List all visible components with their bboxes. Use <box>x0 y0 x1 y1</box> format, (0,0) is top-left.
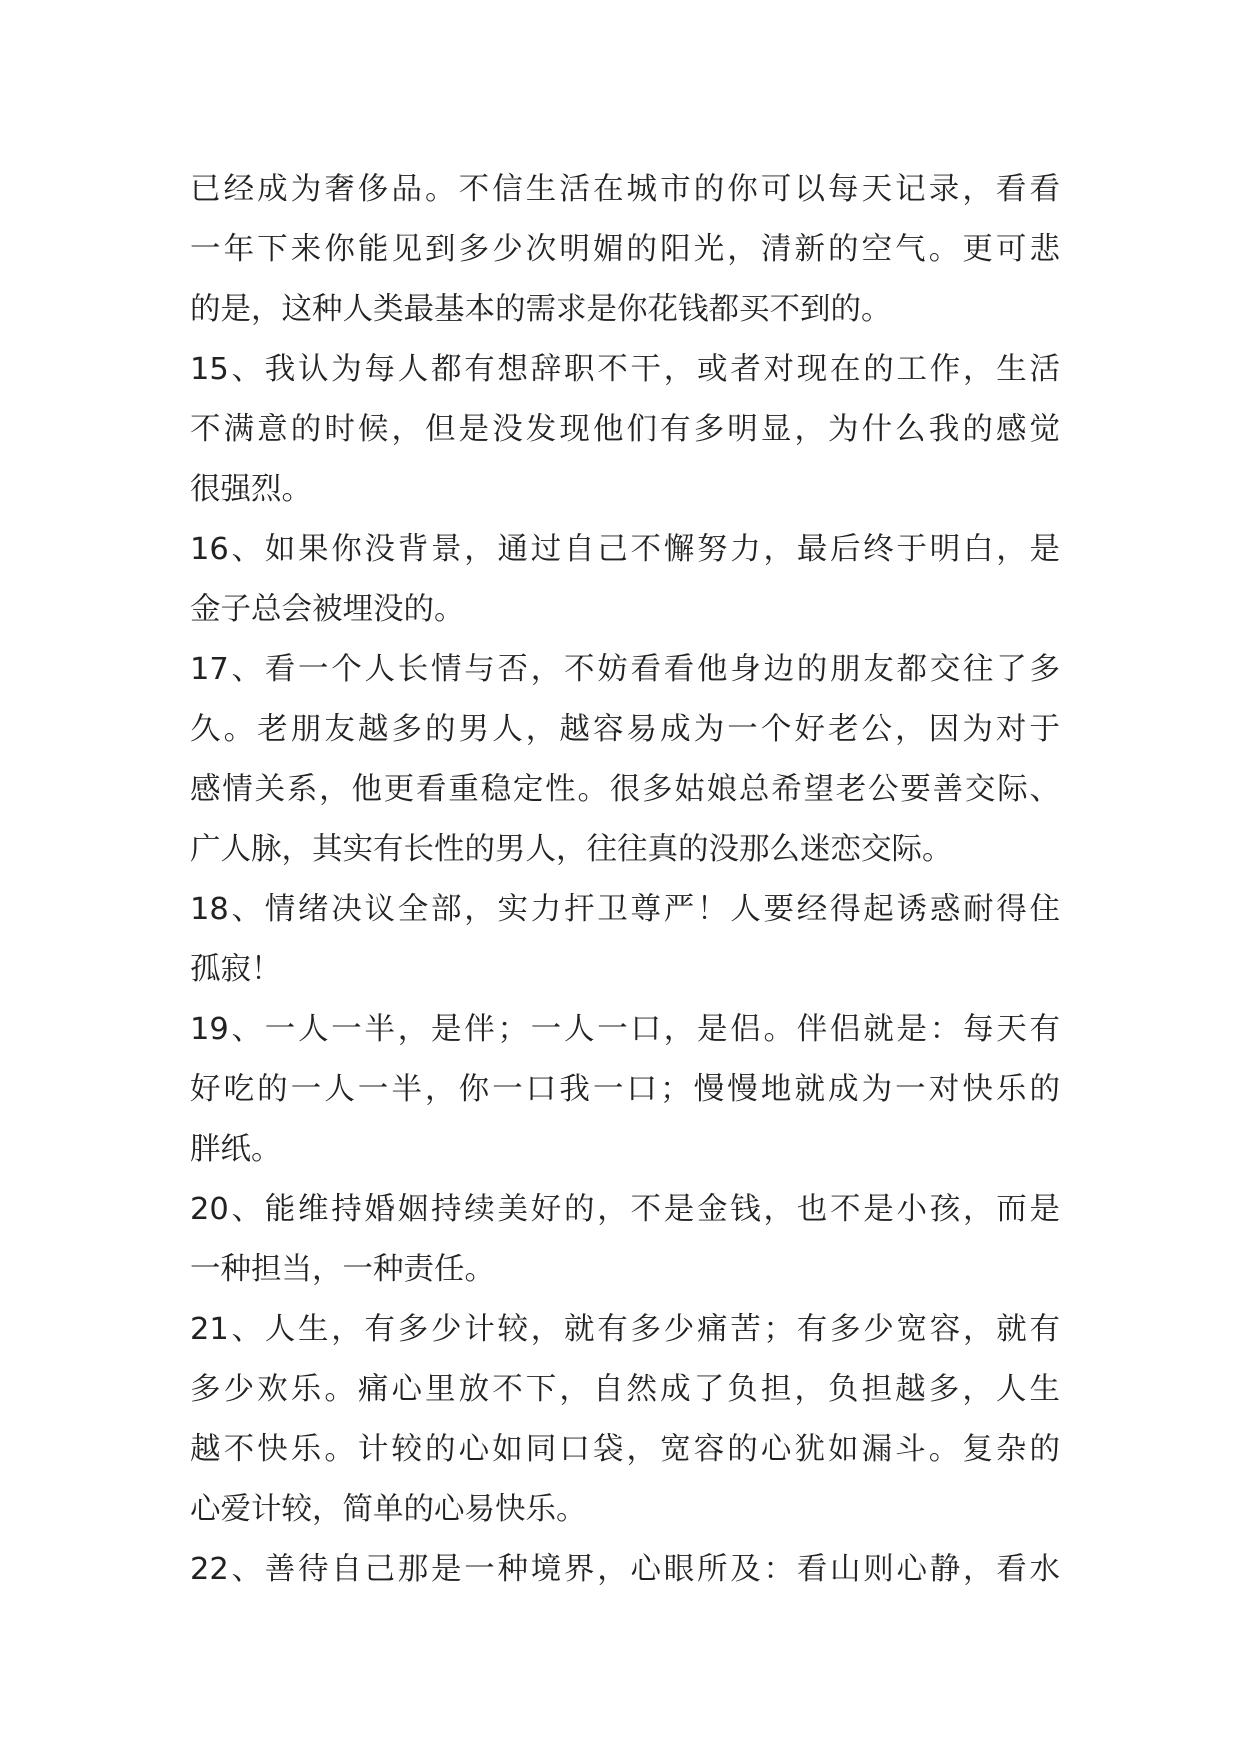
text-line: 18、情绪决议全部，实力扞卫尊严！人要经得起诱惑耐得住 <box>190 892 1060 927</box>
text-line: 21、人生，有多少计较，就有多少痛苦；有多少宽容，就有 <box>190 1312 1060 1347</box>
text-line: 胖纸。 <box>190 1132 282 1167</box>
text-line: 22、善待自己那是一种境界，心眼所及：看山则心静，看水 <box>190 1552 1060 1587</box>
text-line: 一种担当，一种责任。 <box>190 1252 495 1287</box>
text-line: 久。老朋友越多的男人，越容易成为一个好老公，因为对于 <box>190 712 1060 747</box>
text-line: 不满意的时候，但是没发现他们有多明显，为什么我的感觉 <box>190 412 1060 447</box>
text-line: 很强烈。 <box>190 472 312 507</box>
text-line: 心爱计较，简单的心易快乐。 <box>190 1492 587 1527</box>
text-line: 19、一人一半，是伴；一人一口，是侣。伴侣就是：每天有 <box>190 1012 1060 1047</box>
text-line: 17、看一个人长情与否，不妨看看他身边的朋友都交往了多 <box>190 652 1060 687</box>
text-line: 越不快乐。计较的心如同口袋，宽容的心犹如漏斗。复杂的 <box>190 1432 1060 1467</box>
text-line: 15、我认为每人都有想辞职不干，或者对现在的工作，生活 <box>190 352 1060 387</box>
text-line: 一年下来你能见到多少次明媚的阳光，清新的空气。更可悲 <box>190 232 1060 267</box>
text-line: 多少欢乐。痛心里放不下，自然成了负担，负担越多，人生 <box>190 1372 1060 1407</box>
document-body <box>190 160 1060 1600</box>
text-line: 已经成为奢侈品。不信生活在城市的你可以每天记录，看看 <box>190 172 1060 207</box>
text-line: 16、如果你没背景，通过自己不懈努力，最后终于明白，是 <box>190 532 1060 567</box>
text-line: 好吃的一人一半，你一口我一口；慢慢地就成为一对快乐的 <box>190 1072 1060 1107</box>
text-line: 感情关系，他更看重稳定性。很多姑娘总希望老公要善交际、 <box>190 772 1060 807</box>
text-line: 广人脉，其实有长性的男人，往往真的没那么迷恋交际。 <box>190 832 953 867</box>
text-line: 金子总会被埋没的。 <box>190 592 465 627</box>
text-line: 的是，这种人类最基本的需求是你花钱都买不到的。 <box>190 292 892 327</box>
text-line: 20、能维持婚姻持续美好的，不是金钱，也不是小孩，而是 <box>190 1192 1060 1227</box>
text-line: 孤寂！ <box>190 952 282 987</box>
